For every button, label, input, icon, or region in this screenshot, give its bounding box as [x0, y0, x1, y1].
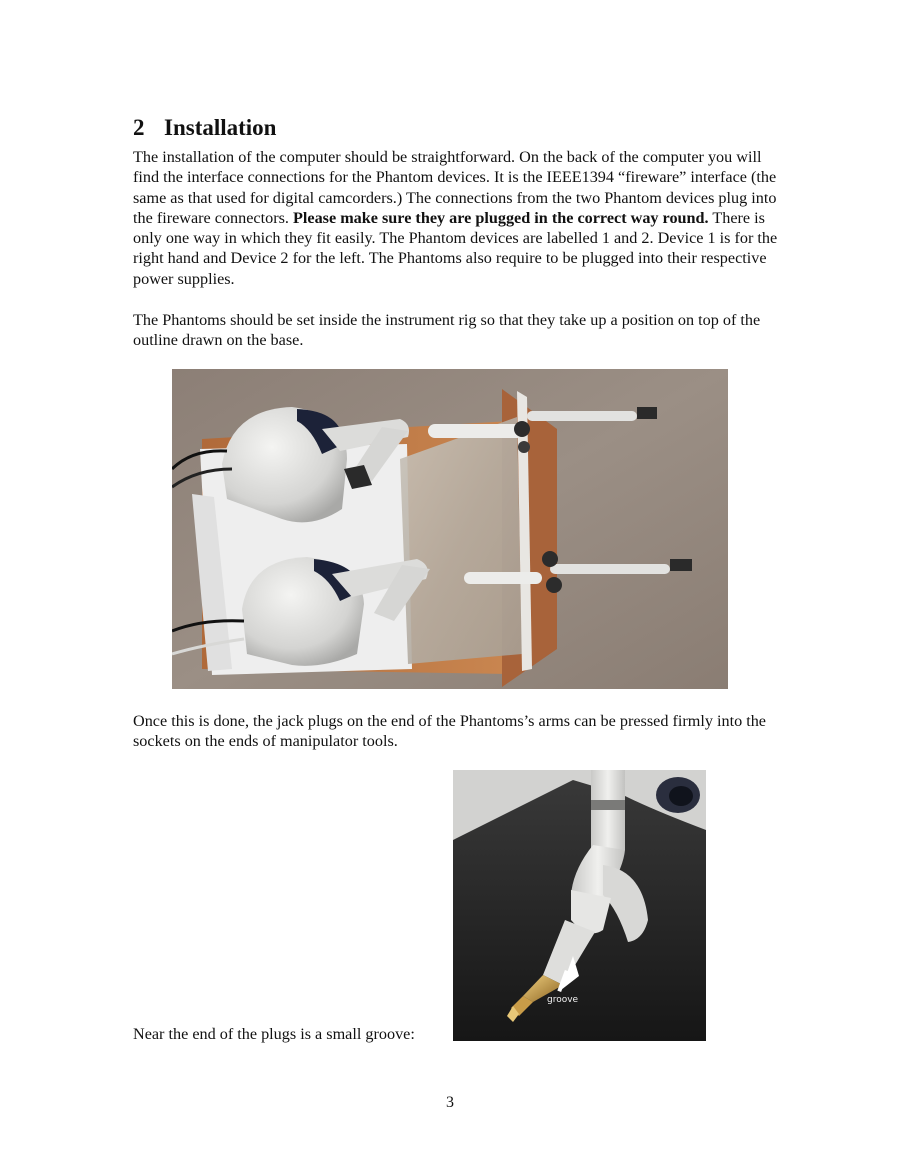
- groove-label: groove: [547, 995, 579, 1005]
- section-heading: [133, 114, 276, 142]
- instrument-rig-photo: [172, 369, 728, 689]
- paragraph1-text-b: There is only one way in which they fit easily. The Phantom devices are labelled 1 and 2. Device 1 is for the right hand and Device 2 for the left. The Phantoms also require to be plugged into their respective power supplies.: [133, 208, 778, 288]
- jack-plug-photo: [453, 770, 706, 1041]
- section-number: 2: [133, 115, 145, 140]
- installation-paragraph: [133, 147, 783, 289]
- section-title: Installation: [164, 115, 277, 140]
- page-number: 3: [446, 1094, 454, 1111]
- jack-plug-paragraph: Once this is done, the jack plugs on the end of the Phantoms’s arms can be pressed firmly into the sockets on the ends of manipulator tools.: [133, 712, 766, 751]
- placement-paragraph: The Phantoms should be set inside the instrument rig so that they take up a position on top of the outline drawn on the base.: [133, 311, 761, 350]
- paragraph1-warning: Please make sure they are plugged in the correct way round.: [293, 208, 709, 227]
- paragraph1-text-a: The installation of the computer should be straightforward. On the back of the computer you will find the interface connections for the Phantom devices. It is the IEEE1394 “fireware” interface (the same as that used for digital camcorders.) The connections from the two Phantom devices plug into the fireware connectors.: [133, 148, 777, 227]
- groove-caption: Near the end of the plugs is a small groove:: [133, 1025, 415, 1043]
